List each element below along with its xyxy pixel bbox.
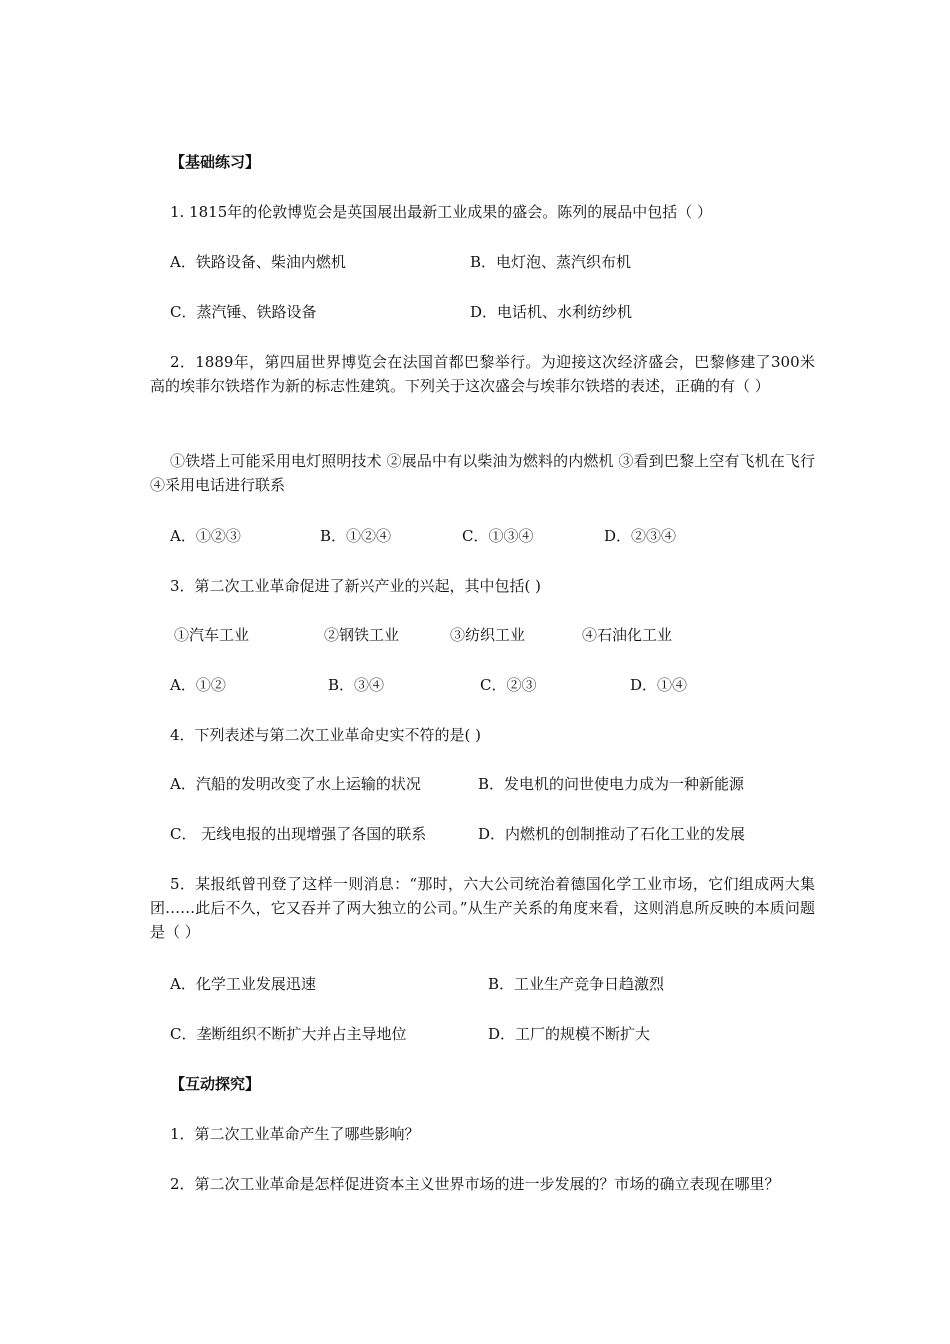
section-title-interactive-exploration: 【互动探究】 bbox=[170, 1075, 261, 1093]
question-2-stem: 2．1889年，第四届世界博览会在法国首都巴黎举行。为迎接这次经济盛会，巴黎修建了300米高的埃菲尔铁塔作为新的标志性建筑。下列关于这次盛会与埃菲尔铁塔的表述，正确的有（ ） bbox=[150, 353, 815, 395]
question-5-option-a: A．化学工业发展迅速 bbox=[170, 975, 316, 993]
exploration-question-2: 2．第二次工业革命是怎样促进资本主义世界市场的进一步发展的？市场的确立表现在哪里？ bbox=[170, 1175, 780, 1193]
question-5-option-d: D．工厂的规模不断扩大 bbox=[488, 1025, 651, 1043]
question-2-items: ①铁塔上可能采用电灯照明技术 ②展品中有以柴油为燃料的内燃机 ③看到巴黎上空有飞机在飞行 ④采用电话进行联系 bbox=[150, 452, 815, 494]
question-4-option-d: D．内燃机的创制推动了石化工业的发展 bbox=[478, 825, 746, 843]
question-3-option-b: B．③④ bbox=[328, 676, 385, 694]
question-4-option-c: C． 无线电报的出现增强了各国的联系 bbox=[170, 825, 427, 843]
question-2-option-a: A．①②③ bbox=[170, 527, 241, 545]
section-title-basic-practice: 【基础练习】 bbox=[170, 153, 261, 171]
question-3-item-1: ①汽车工业 bbox=[174, 626, 250, 644]
question-3-option-c: C．②③ bbox=[480, 676, 537, 694]
exploration-question-1: 1．第二次工业革命产生了哪些影响？ bbox=[170, 1125, 420, 1143]
question-4-option-b: B．发电机的问世使电力成为一种新能源 bbox=[478, 775, 745, 793]
question-2-option-d: D．②③④ bbox=[604, 527, 677, 545]
question-1-option-b: B．电灯泡、蒸汽织布机 bbox=[470, 253, 632, 271]
question-3-item-3: ③纺织工业 bbox=[450, 626, 526, 644]
question-2-option-b: B．①②④ bbox=[320, 527, 392, 545]
question-5-stem: 5．某报纸曾刊登了这样一则消息：“那时，六大公司统治着德国化学工业市场，它们组成两大集团……此后不久，它又吞并了两大独立的公司。”从生产关系的角度来看，这则消息所反映的本质问题是（ ） bbox=[150, 875, 815, 941]
question-1-option-d: D．电话机、水利纺纱机 bbox=[470, 303, 633, 321]
question-1-stem: 1. 1815年的伦敦博览会是英国展出最新工业成果的盛会。陈列的展品中包括（ ） bbox=[170, 203, 713, 221]
question-5-option-b: B．工业生产竞争日趋激烈 bbox=[488, 975, 665, 993]
question-3-stem: 3．第二次工业革命促进了新兴产业的兴起，其中包括( ) bbox=[170, 577, 542, 595]
question-2-option-c: C．①③④ bbox=[462, 527, 534, 545]
question-3-option-a: A．①② bbox=[170, 676, 226, 694]
question-5-option-c: C．垄断组织不断扩大并占主导地位 bbox=[170, 1025, 407, 1043]
question-4-stem: 4．下列表述与第二次工业革命史实不符的是( ) bbox=[170, 726, 482, 744]
question-3-option-d: D．①④ bbox=[630, 676, 688, 694]
question-3-item-2: ②钢铁工业 bbox=[324, 626, 400, 644]
question-3-item-4: ④石油化工业 bbox=[582, 626, 673, 644]
question-1-option-c: C．蒸汽锤、铁路设备 bbox=[170, 303, 317, 321]
question-1-option-a: A．铁路设备、柴油内燃机 bbox=[170, 253, 346, 271]
question-4-option-a: A．汽船的发明改变了水上运输的状况 bbox=[170, 775, 421, 793]
